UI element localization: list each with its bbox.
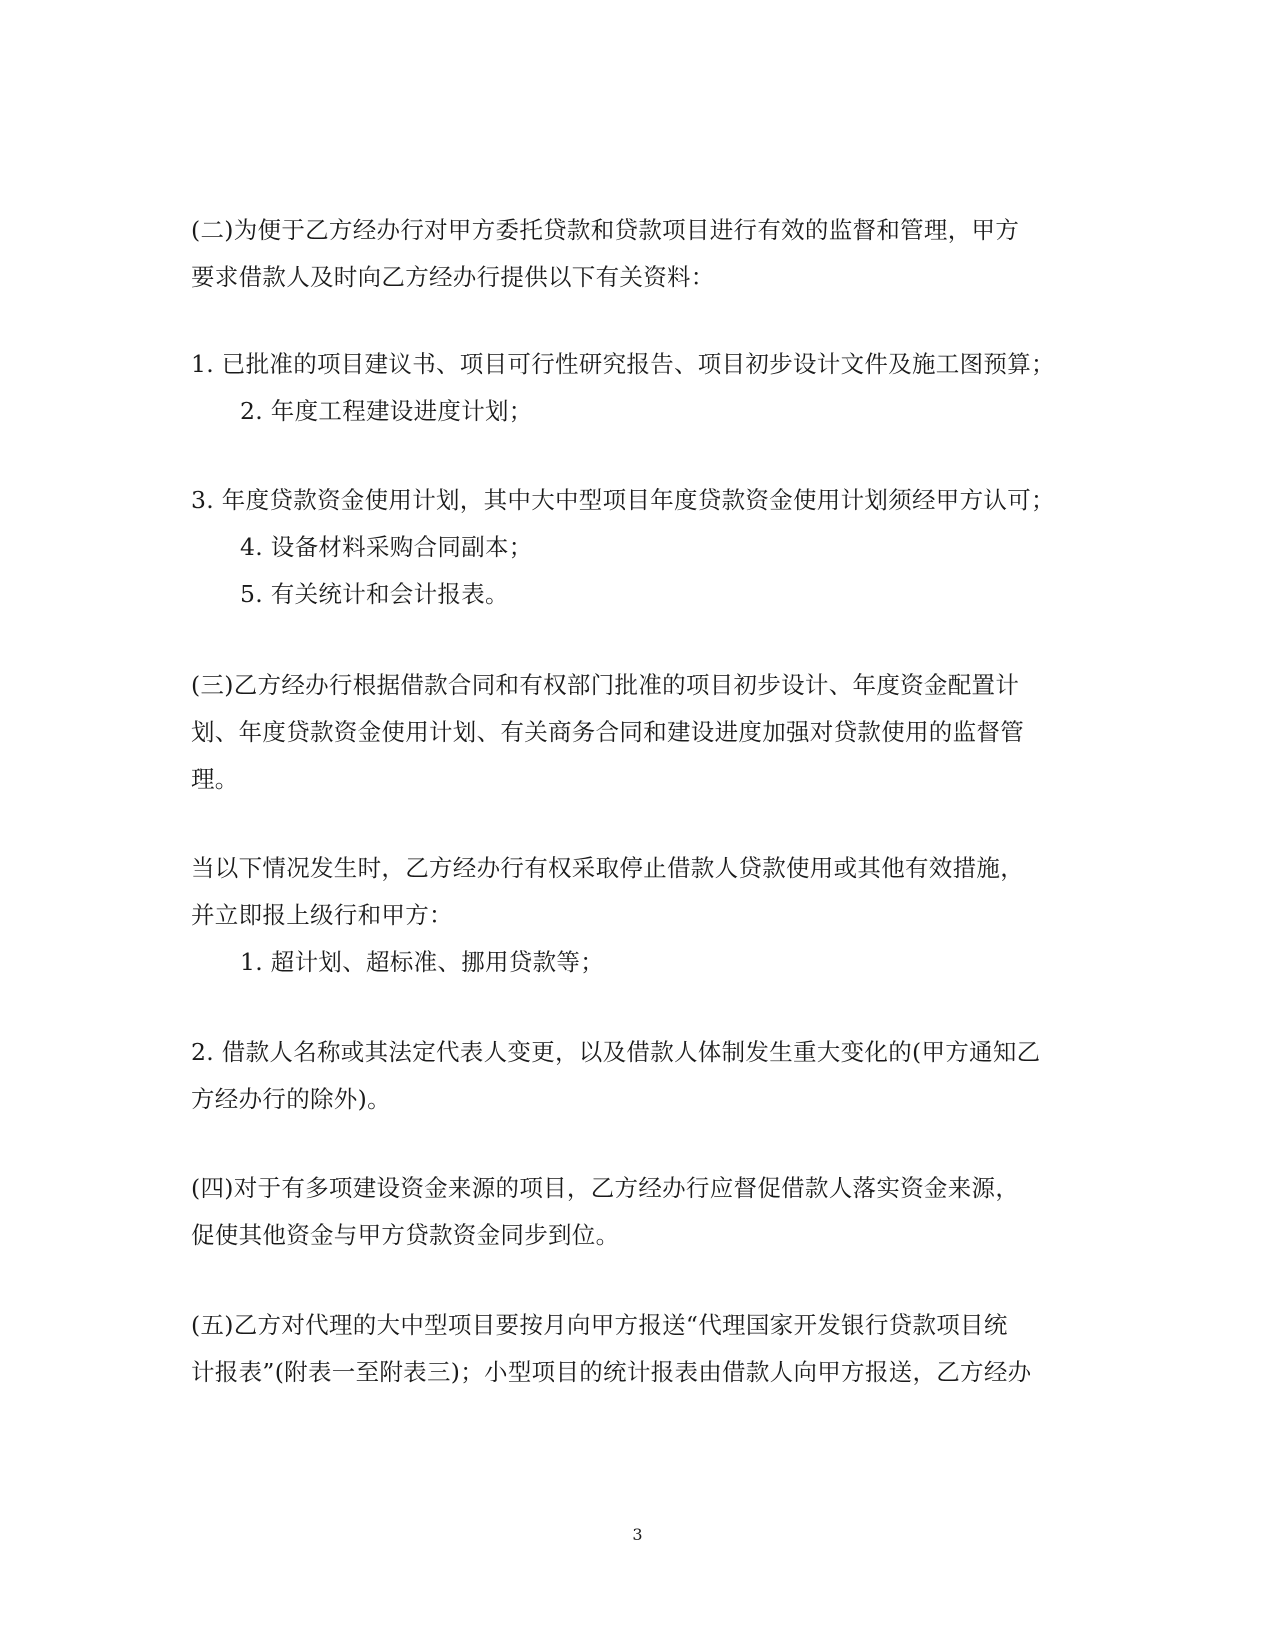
paragraph-3-line-2: 划、年度贷款资金使用计划、有关商务合同和建设进度加强对贷款使用的监督管 bbox=[191, 718, 1024, 746]
list-item-1: 1. 已批准的项目建议书、项目可行性研究报告、项目初步设计文件及施工图预算； bbox=[191, 350, 1055, 378]
condition-intro-line-1: 当以下情况发生时，乙方经办行有权采取停止借款人贷款使用或其他有效措施， bbox=[191, 854, 1024, 882]
paragraph-5-line-2: 计报表”(附表一至附表三)；小型项目的统计报表由借款人向甲方报送，乙方经办 bbox=[191, 1358, 1032, 1386]
page-number: 3 bbox=[632, 1525, 643, 1544]
condition-intro-line-2: 并立即报上级行和甲方： bbox=[191, 901, 453, 929]
condition-item-1: 1. 超计划、超标准、挪用贷款等； bbox=[240, 948, 604, 976]
paragraph-2-line-1: (二)为便于乙方经办行对甲方委托贷款和贷款项目进行有效的监督和管理，甲方 bbox=[191, 216, 1020, 244]
list-item-4: 4. 设备材料采购合同副本； bbox=[240, 533, 533, 561]
list-item-3: 3. 年度贷款资金使用计划，其中大中型项目年度贷款资金使用计划须经甲方认可； bbox=[191, 486, 1055, 514]
list-item-2: 2. 年度工程建设进度计划； bbox=[240, 397, 533, 425]
paragraph-4-line-2: 促使其他资金与甲方贷款资金同步到位。 bbox=[191, 1221, 620, 1249]
paragraph-2-line-2: 要求借款人及时向乙方经办行提供以下有关资料： bbox=[191, 263, 715, 291]
paragraph-5-line-1: (五)乙方对代理的大中型项目要按月向甲方报送“代理国家开发银行贷款项目统 bbox=[191, 1311, 1008, 1339]
paragraph-4-line-1: (四)对于有多项建设资金来源的项目，乙方经办行应督促借款人落实资金来源， bbox=[191, 1174, 1020, 1202]
list-item-5: 5. 有关统计和会计报表。 bbox=[240, 580, 509, 608]
condition-item-2-line-1: 2. 借款人名称或其法定代表人变更，以及借款人体制发生重大变化的(甲方通知乙 bbox=[191, 1038, 1041, 1066]
paragraph-3-line-3: 理。 bbox=[191, 765, 239, 793]
condition-item-2-line-2: 方经办行的除外)。 bbox=[191, 1085, 391, 1113]
paragraph-3-line-1: (三)乙方经办行根据借款合同和有权部门批准的项目初步设计、年度资金配置计 bbox=[191, 671, 1020, 699]
